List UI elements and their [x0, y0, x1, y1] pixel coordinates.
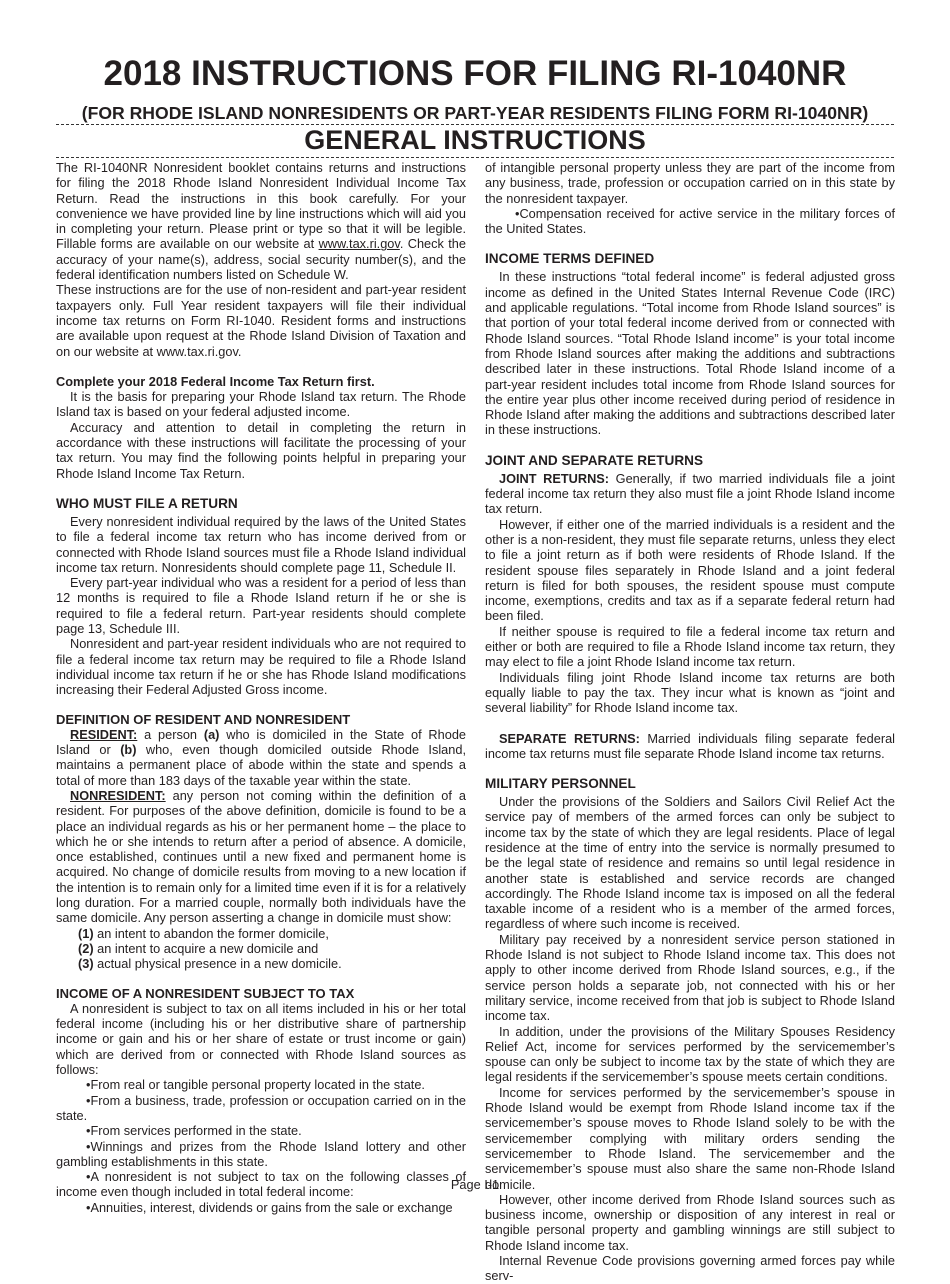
domicile-item-3: (3) actual physical presence in a new domicile.	[78, 956, 342, 972]
complete-federal-heading: Complete your 2018 Federal Income Tax Return first.	[56, 373, 375, 389]
who-must-file-heading: WHO MUST FILE A RETURN	[56, 495, 238, 511]
separate-returns-label: SEPARATE RETURNS:	[499, 730, 640, 746]
income-paragraph-2: •A nonresident is not subject to tax on the following classes of income even though included in total federal income:	[56, 1169, 466, 1200]
income-bullet-4: •Winnings and prizes from the Rhode Island lottery and other gambling establishments in this state.	[56, 1138, 466, 1169]
intro-text-a: The RI-1040NR Nonresident booklet contains returns and instructions for filing the 2018 Rhode Island Nonresident Individual Income Tax Return. Read the instructions in this book carefully. For your convenience we have provided line by line instructions which will aid you in completing your return. Please print or type so that it will be legible. Fillable forms are available on our website at	[56, 160, 466, 252]
continued-paragraph-2: •Compensation received for active service in the military forces of the United States.	[485, 205, 895, 237]
income-paragraph-1: A nonresident is subject to tax on all items included in his or her total federal income (including his or her distributive share of partnership income or gain and his or her share of estate or trust income or gain) which are derived from or connected with Rhode Island sources as follows:	[56, 1000, 466, 1078]
nonresident-label: NONRESIDENT:	[70, 787, 166, 803]
income-bullet-2: •From a business, trade, profession or occupation carried on in the state.	[56, 1092, 466, 1123]
joint-returns-label: JOINT RETURNS:	[499, 470, 610, 486]
military-paragraph-3: In addition, under the provisions of the Military Spouses Residency Relief Act, income for services performed by the servicemember’s spouse can only be subject to income tax by the state of which they are legal residents if the servicemember’s spouse meets certain conditions.	[485, 1023, 895, 1085]
joint-paragraph-4: Individuals filing joint Rhode Island income tax returns are both equally liable to pay the tax. They incur what is known as “joint and several liability” for Rhode Island income tax.	[485, 669, 895, 716]
section-title: GENERAL INSTRUCTIONS	[56, 124, 894, 158]
military-paragraph-5: However, other income derived from Rhode Island sources such as business income, ownership or disposition of any interest in real or tangible personal property and gambling winnings are still subject to Rhode Island income tax.	[485, 1191, 895, 1253]
left-column	[56, 160, 466, 1215]
joint-paragraph-1: JOINT RETURNS: Generally, if two married individuals file a joint federal income tax return they also must file a joint Rhode Island income tax return.	[485, 470, 895, 517]
tax-website-link[interactable]: www.tax.ri.gov	[318, 236, 400, 252]
resident-label: RESIDENT:	[70, 726, 138, 742]
income-bullet-1: •From real or tangible personal property located in the state.	[86, 1077, 425, 1093]
page-number: Page I-1	[450, 1177, 500, 1192]
joint-paragraph-3: If neither spouse is required to file a federal income tax return and either or both are required to file a Rhode Island income tax return, they may elect to file a joint Rhode Island income tax return.	[485, 623, 895, 670]
document-subtitle: (FOR RHODE ISLAND NONRESIDENTS OR PART-YEAR RESIDENTS FILING FORM RI-1040NR)	[56, 102, 894, 125]
document-title: 2018 INSTRUCTIONS FOR FILING RI-1040NR	[103, 54, 847, 93]
intro-paragraph-2: These instructions are for the use of non-resident and part-year resident taxpayers only. Full Year resident taxpayers will file their individual income tax returns on Form RI-1040. Resident forms and instructions are available upon request at the Rhode Island Division of Taxation and on our website at www.tax.ri.gov.	[56, 282, 466, 359]
joint-paragraph-2: However, if either one of the married individuals is a resident and the other is a non-resident, they must file separate returns, unless they elect to file a joint return as if both were residents of Rhode Island. If the resident spouse files separately in Rhode Island and a joint federal return is filed for both spouses, the resident spouse must compute income, exemptions, credits and tax as if a separate federal return had been filed.	[485, 516, 895, 624]
income-nonresident-heading: INCOME OF A NONRESIDENT SUBJECT TO TAX	[56, 985, 355, 1001]
nonresident-definition: NONRESIDENT: any person not coming within the definition of a resident. For purposes of the above definition, domicile is found to be a place an individual regards as his or her permanent home – the place to which he or she intends to return after a period of absence. A domicile, once established, continues until a new fixed and permanent home is acquired. No change of domicile results from moving to a new location if the intention is to remain only for a limited time even if it is for a relatively long duration. For a married couple, normally both individuals have the same domicile. Any person asserting a change in domicile must show:	[56, 787, 466, 926]
income-bullet-3: •From services performed in the state.	[86, 1123, 302, 1139]
who-paragraph-2: Every part-year individual who was a resident for a period of less than 12 months is required to file a Rhode Island return if he or she is required to file a federal return. Part-year residents should complete page 13, Schedule III.	[56, 575, 466, 637]
joint-separate-heading: JOINT AND SEPARATE RETURNS	[485, 452, 704, 468]
who-paragraph-3: Nonresident and part-year resident individuals who are not required to file a federal income tax return may be required to file a Rhode Island individual income tax return if he or she has Rhode Island modifications increasing their Federal Adjusted Gross income.	[56, 636, 466, 698]
military-paragraph-4: Income for services performed by the servicemember’s spouse in Rhode Island would be exempt from Rhode Island income tax if the servicemember’s spouse moves to Rhode Island solely to be with the servicemember complying with military orders sending the servicemember to Rhode Island. The servicemember and the servicemember’s spouse must also share the same non-Rhode Island domicile.	[485, 1084, 895, 1192]
domicile-item-2: (2) an intent to acquire a new domicile and	[78, 940, 319, 956]
military-paragraph-1: Under the provisions of the Soldiers and Sailors Civil Relief Act the service pay of members of the armed forces can only be subject to income tax by the state of which they are legal residents. Place of legal residence at the time of entry into the service is normally presumed to be the legal state of residence and remains so until legal residence in another state is established and service records are changed accordingly. The Rhode Island income tax is imposed on all the federal taxable income of a resident who is a member of the armed forces, regardless of where such income is received.	[485, 794, 895, 932]
income-paragraph-3: •Annuities, interest, dividends or gains from the sale or exchange	[86, 1199, 453, 1215]
who-paragraph-1: Every nonresident individual required by the laws of the United States to file a federal income tax return who has income derived from or connected with Rhode Island sources must file a Rhode Island individual income tax return. Nonresidents should complete page 11, Schedule II.	[56, 513, 466, 575]
domicile-item-1: (1) an intent to abandon the former domicile,	[78, 925, 329, 941]
income-terms-heading: INCOME TERMS DEFINED	[485, 251, 655, 267]
separate-returns-paragraph: SEPARATE RETURNS: Married individuals filing separate federal income tax returns must file separate Rhode Island income tax returns.	[485, 730, 896, 761]
military-paragraph-6: Internal Revenue Code provisions governing armed forces pay while serv-	[485, 1253, 895, 1284]
resident-definition: RESIDENT: a person (a) who is domiciled in the State of Rhode Island or (b) who, even though domiciled outside Rhode Island, maintains a permanent place of abode within the state and spends a total of more than 183 days of the taxable year within the state.	[56, 726, 467, 788]
intro-paragraph-1	[56, 160, 466, 282]
definition-heading: DEFINITION OF RESIDENT AND NONRESIDENT	[56, 711, 351, 727]
complete-paragraph-2: Accuracy and attention to detail in completing the return in accordance with these instructions will facilitate the processing of your tax return. You may find the following points helpful in preparing your Rhode Island Income Tax Return.	[56, 419, 466, 481]
right-column	[485, 160, 895, 1284]
intro-text-b: . Check the accuracy of your name(s), address, social security number(s), and the federal identification numbers listed on Schedule W.	[56, 236, 466, 283]
military-paragraph-2: Military pay received by a nonresident service person stationed in Rhode Island is not subject to Rhode Island income tax. This does not apply to other income derived from Rhode Island sources, e.g., if the service person holds a separate job, not connected with his or her military service, income received from that job is subject to Rhode Island income tax.	[485, 931, 895, 1024]
continued-paragraph-1: of intangible personal property unless they are part of the income from any business, trade, profession or occupation carried on in this state by the nonresident taxpayer.	[485, 160, 895, 206]
military-heading: MILITARY PERSONNEL	[485, 776, 636, 792]
complete-paragraph-1: It is the basis for preparing your Rhode Island tax return. The Rhode Island tax is based on your federal adjusted income.	[56, 389, 466, 420]
terms-paragraph-1: In these instructions “total federal income” is federal adjusted gross income as defined in the United States Internal Revenue Code (IRC) and applicable regulations. “Total income from Rhode Island sources” is that portion of your total federal income derived from or connected with Rhode Island sources. “Total Rhode Island income” is your total income from Rhode Island sources after making the additions and subtractions described later in these instructions. Total Rhode Island income of a part-year resident includes total income from Rhode Island sources for the entire year plus other income received during period of residence in Rhode Island after making the additions and subtractions described later in these instructions.	[485, 269, 895, 438]
